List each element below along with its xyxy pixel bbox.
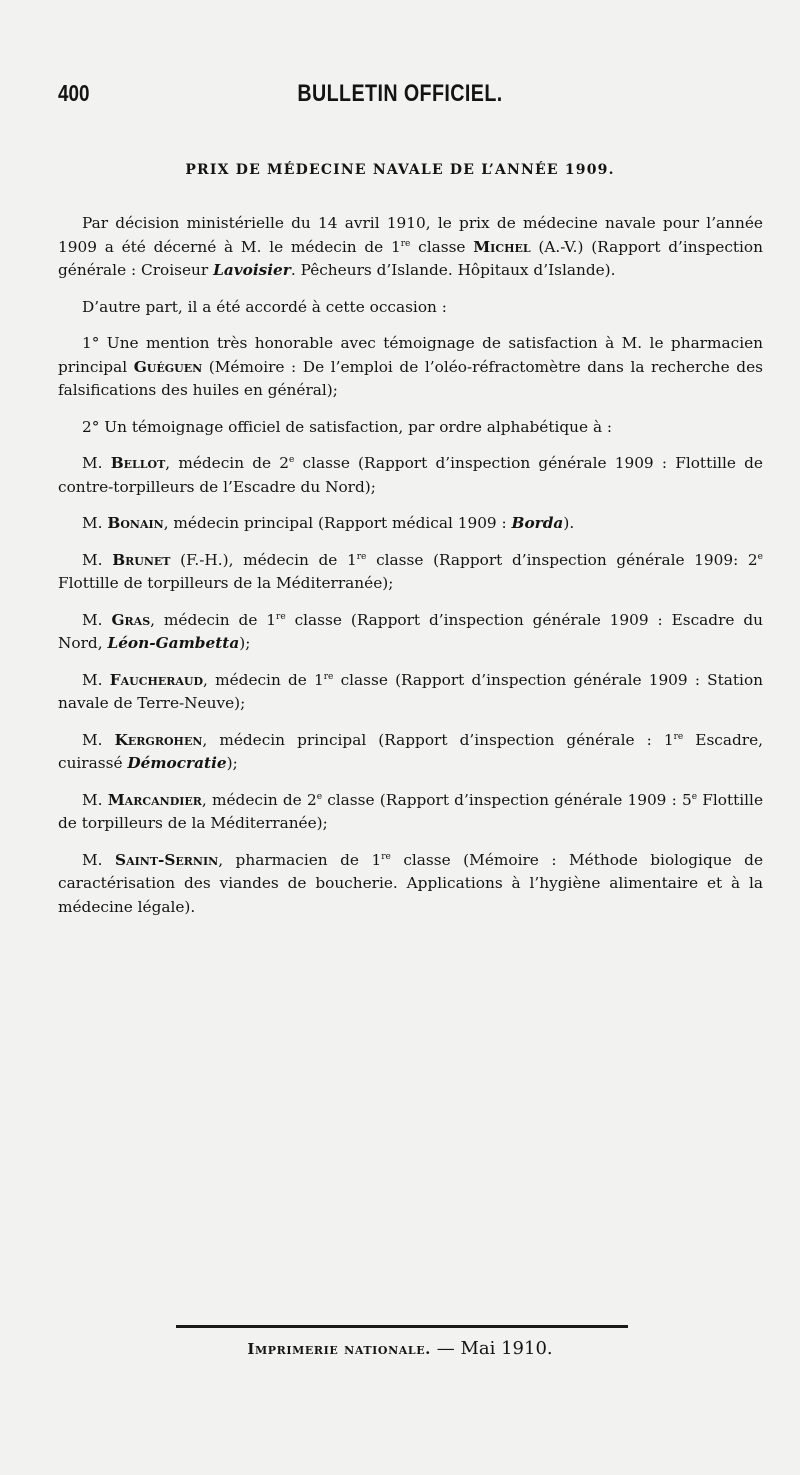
ship-name: Démocratie <box>127 754 227 772</box>
print-date: Mai 1910. <box>460 1338 553 1359</box>
imprint-line: Imprimerie nationale. — Mai 1910. <box>247 1338 553 1359</box>
section-title: PRIX DE MÉDECINE NAVALE DE L’ANNÉE 1909. <box>185 162 615 178</box>
recipient-name: Brunet <box>112 550 171 569</box>
list-item: M. Bonain, médecin principal (Rapport médical 1909 : Borda). <box>82 514 575 532</box>
ship-name: Lavoisier <box>213 261 291 279</box>
list-item: M. Marcandier, médecin de 2e classe (Rapport d’inspection générale 1909 : 5e Flottille de torpilleurs de la Méditerranée); <box>58 790 763 832</box>
recipient-name: Marcandier <box>107 790 202 809</box>
list-item: M. Bellot, médecin de 2e classe (Rapport d’inspection générale 1909 : Flottille de contre-torpilleurs de l’Escadre du Nord); <box>58 454 763 496</box>
list-item: M. Kergrohen, médecin principal (Rapport d’inspection générale : 1re Escadre, cuirassé Démocratie); <box>58 730 763 772</box>
paragraph-prize-award: Par décision ministérielle du 14 avril 1910, le prix de médecine navale pour l’année 1909 a été décerné à M. le médecin de 1re classe Michel (A.-V.) (Rapport d’inspection générale : Croiseur Lavoisier. Pêcheurs d’Islande. Hôpitaux d’Islande). <box>58 214 763 279</box>
ship-name: Léon-Gambetta <box>107 634 240 652</box>
page-number: 400 <box>58 80 90 106</box>
list-item: M. Brunet (F.-H.), médecin de 1re classe (Rapport d’inspection générale 1909: 2e Flottille de torpilleurs de la Méditerranée); <box>58 550 763 592</box>
paragraph-intro: D’autre part, il a été accordé à cette occasion : <box>82 297 447 316</box>
printer-name: Imprimerie nationale. <box>247 1340 431 1358</box>
recipient-name: Kergrohen <box>114 730 203 749</box>
recipient-name: Guéguen <box>133 357 203 376</box>
recipient-name: Faucheraud <box>109 670 204 689</box>
paragraph-honorable-mention: 1° Une mention très honorable avec témoignage de satisfaction à M. le pharmacien principal Guéguen (Mémoire : De l’emploi de l’oléo-réfractomètre dans la recherche des falsifications des huiles en général); <box>58 334 763 399</box>
footer-rule <box>176 1325 628 1328</box>
list-item: M. Faucheraud, médecin de 1re classe (Rapport d’inspection générale 1909 : Station navale de Terre-Neuve); <box>58 670 764 712</box>
ship-name: Borda <box>511 514 564 532</box>
recipient-name: Bellot <box>110 454 166 472</box>
paragraph-official-testimony: 2° Un témoignage officiel de satisfaction, par ordre alphabétique à : <box>82 417 613 436</box>
list-item: M. Saint-Sernin, pharmacien de 1re classe (Mémoire : Méthode biologique de caractérisation des viandes de boucherie. Applications à l’hygiène alimentaire et à la médecine légale). <box>58 850 763 916</box>
running-head: BULLETIN OFFICIEL. <box>297 80 503 107</box>
recipient-name: Bonain <box>107 514 164 532</box>
recipient-name: Gras <box>111 610 151 629</box>
recipient-name: Michel <box>473 237 531 256</box>
document-body <box>58 212 763 932</box>
recipient-name: Saint-Sernin <box>115 850 219 869</box>
list-item: M. Gras, médecin de 1re classe (Rapport d’inspection générale 1909 : Escadre du Nord, Léon-Gambetta); <box>58 610 764 652</box>
